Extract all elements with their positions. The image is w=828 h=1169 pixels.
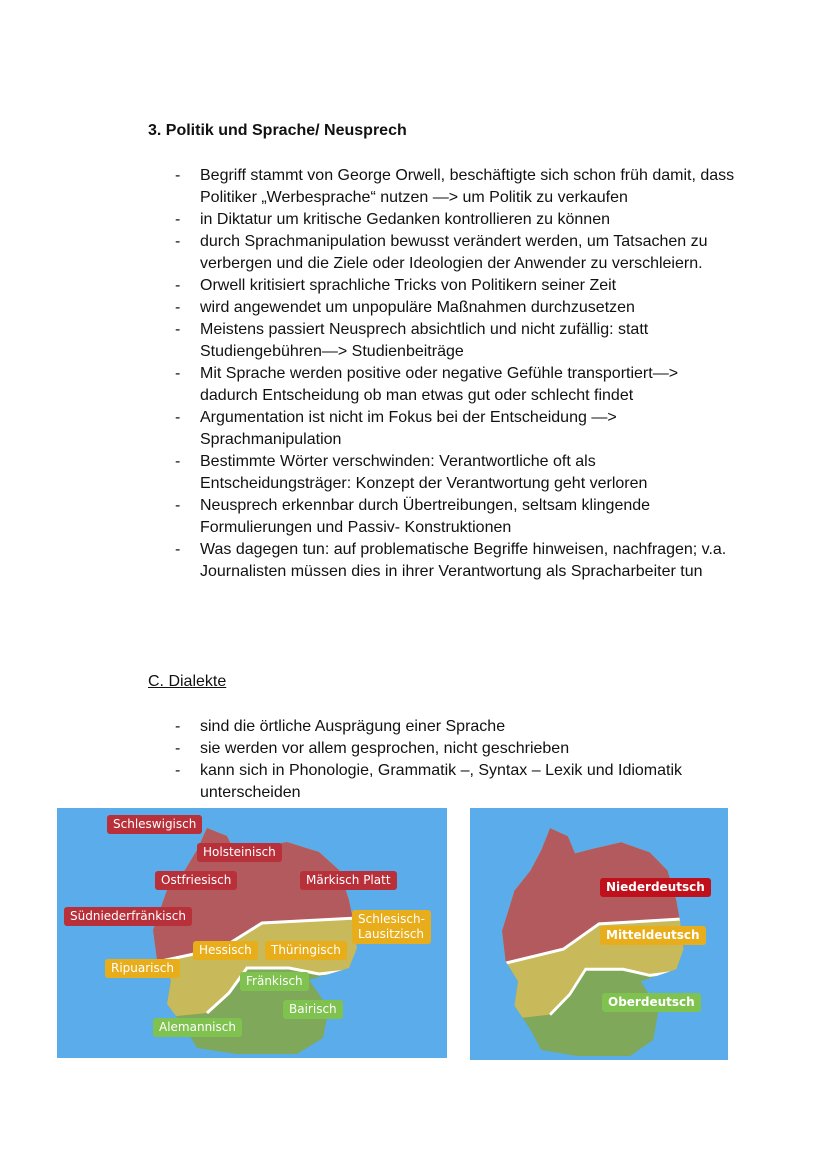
label-mitteldeutsch: Mitteldeutsch: [600, 926, 706, 945]
label-niederdeutsch: Niederdeutsch: [600, 878, 711, 897]
label-bairisch: Bairisch: [283, 1000, 343, 1019]
label-oberdeutsch: Oberdeutsch: [602, 993, 701, 1012]
label-schleswigisch: Schleswigisch: [107, 815, 202, 834]
label-fraenkisch: Fränkisch: [240, 972, 309, 991]
list-item: - Begriff stammt von George Orwell, beschäftigte sich schon früh damit, dass Politiker „Werbesprache“ nutzen —> um Politik zu verkaufen: [175, 167, 735, 206]
list-item: - Neusprech erkennbar durch Übertreibungen, seltsam klingende Formulierungen und Passiv- Konstruktionen: [175, 497, 651, 536]
label-ostfriesisch: Ostfriesisch: [155, 871, 237, 890]
dialekte-list: [175, 716, 735, 804]
list-item: - Was dagegen tun: auf problematische Begriffe hinweisen, nachfragen; v.a. Journalisten müssen dies in ihrer Verantwortung als Spracharbeiter tun: [175, 541, 727, 580]
list-item: - in Diktatur um kritische Gedanken kontrollieren zu können: [175, 211, 610, 228]
dialect-map-detailed: [57, 808, 447, 1058]
label-holsteinisch: Holsteinisch: [197, 843, 282, 862]
section-heading-neusprech: 3. Politik und Sprache/ Neusprech: [148, 122, 407, 139]
label-ripuarisch: Ripuarisch: [105, 959, 180, 978]
label-suedniederfraenkisch: Südniederfränkisch: [64, 907, 192, 926]
neusprech-list: [175, 165, 735, 583]
label-hessisch: Hessisch: [193, 941, 258, 960]
list-item: - Orwell kritisiert sprachliche Tricks von Politikern seiner Zeit: [175, 277, 617, 294]
list-item: - Meistens passiert Neusprech absichtlich und nicht zufällig: statt Studiengebühren—> Studienbeiträge: [175, 321, 649, 360]
dialect-map-overview: [470, 808, 728, 1060]
label-thueringisch: Thüringisch: [265, 941, 347, 960]
list-item: - durch Sprachmanipulation bewusst verändert werden, um Tatsachen zu verbergen und die Ziele oder Ideologien der Anwender zu verschleiern.: [175, 233, 708, 272]
label-schlesisch-lausitzisch: Schlesisch- Lausitzisch: [352, 910, 431, 944]
list-item: - Argumentation ist nicht im Fokus bei der Entscheidung —> Sprachmanipulation: [175, 409, 617, 448]
list-item: - sie werden vor allem gesprochen, nicht geschrieben: [175, 740, 570, 757]
list-item: - Bestimmte Wörter verschwinden: Verantwortliche oft als Entscheidungsträger: Konzept der Verantwortung geht verloren: [175, 453, 648, 492]
label-alemannisch: Alemannisch: [153, 1018, 242, 1037]
list-item: - wird angewendet um unpopuläre Maßnahmen durchzusetzen: [175, 299, 635, 316]
list-item: - sind die örtliche Ausprägung einer Sprache: [175, 718, 506, 735]
label-maerkisch-platt: Märkisch Platt: [300, 871, 397, 890]
list-item: - kann sich in Phonologie, Grammatik –, Syntax – Lexik und Idiomatik unterscheiden: [175, 762, 683, 801]
section-heading-dialekte: C. Dialekte: [148, 673, 227, 690]
list-item: - Mit Sprache werden positive oder negative Gefühle transportiert—> dadurch Entscheidung ob man etwas gut oder schlecht findet: [175, 365, 679, 404]
